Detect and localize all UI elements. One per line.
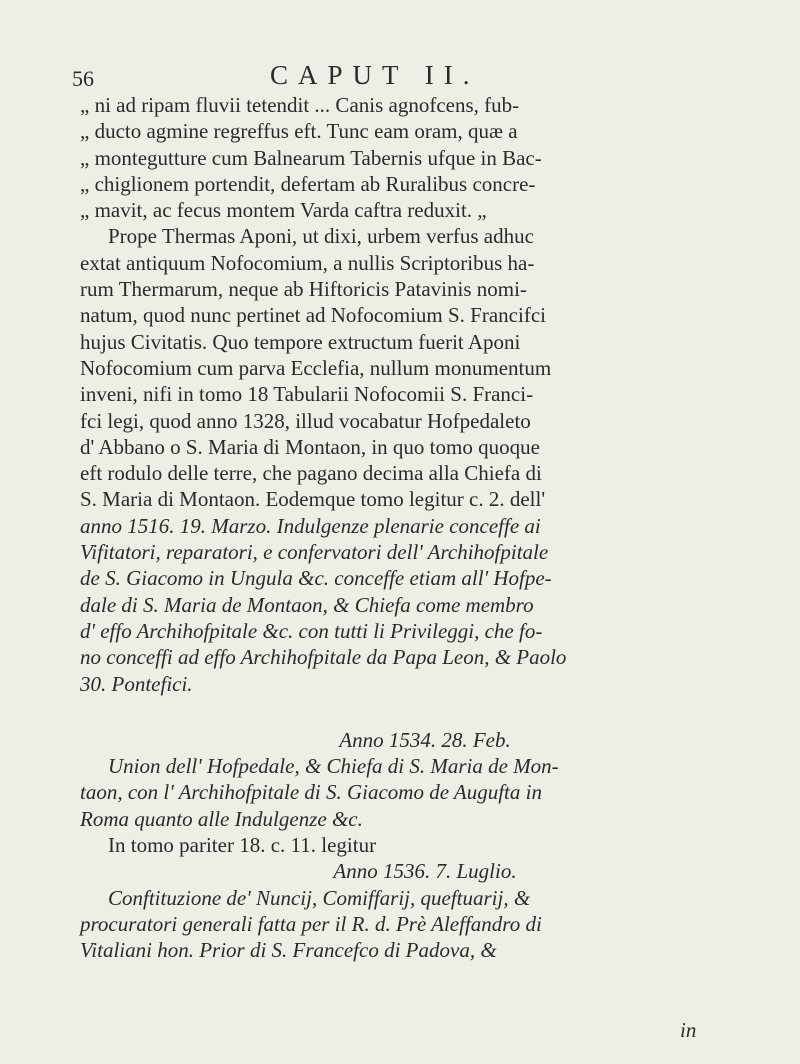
text-line: d' effo Archihofpitale &c. con tutti li Privileggi, che fo- <box>80 618 543 643</box>
catchword: in <box>680 1018 697 1042</box>
text-line: Vifitatori, reparatori, e confervatori dell' Archihofpitale <box>80 540 549 565</box>
running-head: CAPUT II. <box>270 60 480 90</box>
text-line: „ ni ad ripam fluvii tetendit ... Canis agnofcens, fub- <box>80 93 520 117</box>
text-line: 30. Pontefici. <box>80 671 193 696</box>
text-line: „ ducto agmine regreffus eft. Tunc eam oram, quæ a <box>80 119 518 144</box>
text-line: Prope Thermas Aponi, ut dixi, urbem verfus adhuc <box>108 224 534 249</box>
text-line: In tomo pariter 18. c. 11. legitur <box>108 833 377 858</box>
text-line: fci legi, quod anno 1328, illud vocabatur Hofpedaleto <box>80 408 531 433</box>
text-line: eft rodulo delle terre, che pagano decima alla Chiefa di <box>80 461 542 486</box>
text-line: taon, con l' Archihofpitale di S. Giacomo de Augufta in <box>80 780 542 805</box>
text-line: „ chiglionem portendit, defertam ab Ruralibus concre- <box>80 171 536 196</box>
text-line: inveni, nifi in tomo 18 Tabularii Nofocomii S. Franci- <box>80 382 534 407</box>
text-line: d' Abbano o S. Maria di Montaon, in quo tomo quoque <box>80 434 540 459</box>
text-line: Conftituzione de' Nuncij, Comiffarij, queftuarij, & <box>108 885 531 910</box>
text-line <box>80 697 770 727</box>
page-number: 56 <box>72 66 94 91</box>
text-line: procuratori generali fatta per il R. d. Prè Aleffandro di <box>80 911 542 936</box>
text-line: Nofocomium cum parva Ecclefia, nullum monumentum <box>80 355 552 380</box>
text-line: S. Maria di Montaon. Eodemque tomo legitur c. 2. dell' <box>80 487 546 512</box>
text-line: „ montegutture cum Balnearum Tabernis ufque in Bac- <box>80 145 542 170</box>
text-line: Anno 1536. 7. Luglio. <box>333 859 517 884</box>
text-line: rum Thermarum, neque ab Hiftoricis Patavinis nomi- <box>80 277 527 302</box>
body-text <box>80 92 770 964</box>
text-line: natum, quod nunc pertinet ad Nofocomium S. Francifci <box>80 303 546 328</box>
text-line: de S. Giacomo in Ungula &c. conceffe etiam all' Hofpe- <box>80 566 552 591</box>
text-line: dale di S. Maria de Montaon, & Chiefa come membro <box>80 592 534 617</box>
text-line: „ mavit, ac fecus montem Varda caftra reduxit. „ <box>80 198 487 223</box>
text-line: Roma quanto alle Indulgenze &c. <box>80 806 363 831</box>
text-line: Union dell' Hofpedale, & Chiefa di S. Maria de Mon- <box>108 754 559 779</box>
text-line: Vitaliani hon. Prior di S. Francefco di Padova, & <box>80 938 497 963</box>
text-line: Anno 1534. 28. Feb. <box>339 727 511 752</box>
text-line: no conceffi ad effo Archihofpitale da Papa Leon, & Paolo <box>80 645 567 670</box>
text-line: hujus Civitatis. Quo tempore extructum fuerit Aponi <box>80 329 521 354</box>
text-line: extat antiquum Nofocomium, a nullis Scriptoribus ha- <box>80 250 535 275</box>
text-line: anno 1516. 19. Marzo. Indulgenze plenarie conceffe ai <box>80 513 541 538</box>
